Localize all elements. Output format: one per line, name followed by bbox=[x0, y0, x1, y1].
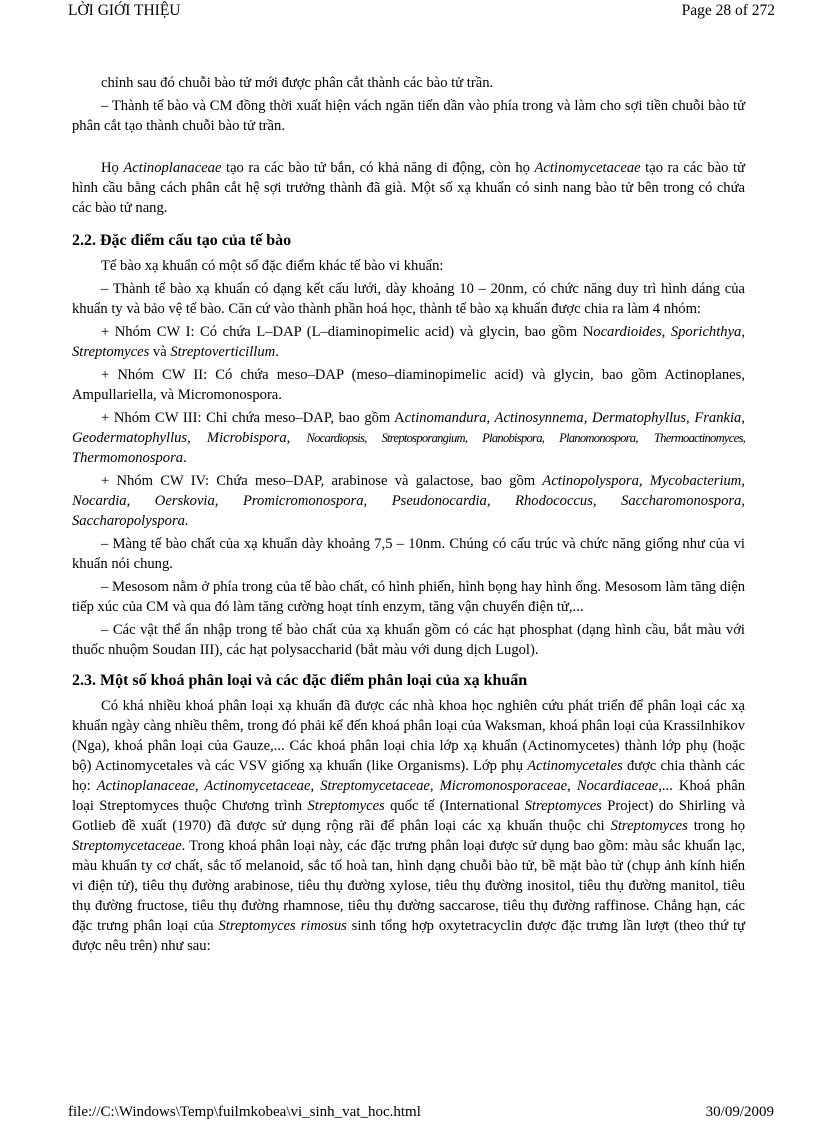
paragraph: Tế bào xạ khuẩn có một số đặc điểm khác tế bào vi khuẩn: bbox=[101, 258, 444, 274]
list-item: + Nhóm CW II: Có chứa meso–DAP (meso–diaminopimelic acid) và glycin, bao gồm Actinoplanes, Ampullariella, và Micromonospora. bbox=[72, 367, 745, 403]
paragraph: – Các vật thể ẩn nhập trong tế bào chất của xạ khuẩn gồm có các hạt phosphat (dạng hình cầu, bắt màu với thuốc nhuộm Soudan III), các hạt polysaccharid (bắt màu với dung dịch Lugol). bbox=[72, 622, 745, 658]
paragraph: Họ Actinoplanaceae tạo ra các bào tử bắn, có khả năng di động, còn họ Actinomycetaceae tạo ra các bào tử hình cầu bằng cách phân cắt hệ sợi trưởng thành đã già. Một số xạ khuẩn có sinh nang bào tử bên trong có chứa các bào tử nang. bbox=[72, 160, 745, 216]
paragraph: chỉnh sau đó chuỗi bào tử mới được phân cắt thành các bào tử trần. bbox=[101, 75, 494, 91]
document-body bbox=[72, 73, 745, 959]
print-date: 30/09/2009 bbox=[705, 1104, 774, 1120]
file-path: file://C:\Windows\Temp\fuilmkobea\vi_sinh_vat_hoc.html bbox=[68, 1104, 421, 1120]
paragraph: – Thành tế bào và CM đồng thời xuất hiện vách ngăn tiến dần vào phía trong và làm cho sợi tiền chuỗi bào tử phân cắt tạo thành chuỗi bào tử trần. bbox=[72, 98, 745, 134]
section-heading: 2.2. Đặc điểm cấu tạo của tế bào bbox=[72, 232, 292, 249]
paragraph: Có khá nhiều khoá phân loại xạ khuẩn đã được các nhà khoa học nghiên cứu phát triển để phân loại các xạ khuẩn ngày càng nhiều thêm, trong đó phải kể đến khoá phân loại của Waksman, khoá phân loại của Krassilnhikov (Nga), khoá phân loại của Gauze,... Các khoá phân loại chia lớp xạ khuẩn (Actinomycetes) thành lớp phụ (hoặc bộ) Actinomycetales và các VSV giống xạ khuẩn (like Organisms). Lớp phụ Actinomycetales được chia thành các họ: Actinoplanaceae, Actinomycetaceae, Streptomycetaceae, Micromonosporaceae, Nocardiaceae,... Khoá phân loại Streptomyces thuộc Chương trình Streptomyces quốc tế (International Streptomyces Project) do Shirling và Gotlieb đề xuất (1970) đã được sử dụng rộng rãi để phân loại các xạ khuẩn thuộc chi Streptomyces trong họ Streptomycetaceae. Trong khoá phân loại này, các đặc trưng phân loại được sử dụng bao gồm: màu sắc khuẩn lạc, màu khuẩn ty cơ chất, sắc tố melanoid, sắc tố hoà tan, hình dạng chuỗi bào tử, bề mặt bào tử (chụp ảnh kính hiển vi điện tử), tiêu thụ đường arabinose, tiêu thụ đường xylose, tiêu thụ đường inositol, tiêu thụ đường manitol, tiêu thụ đường fructose, tiêu thụ đường rhamnose, tiêu thụ đường saccarose, tiêu thụ đường raffinose. Chẳng hạn, các đặc trưng phân loại của Streptomyces rimosus sinh tổng hợp oxytetracyclin được đặc trưng lần lượt (theo thứ tự được nêu trên) như sau: bbox=[72, 698, 746, 954]
page-indicator: Page 28 of 272 bbox=[681, 2, 775, 19]
header-title: LỜI GIỚI THIỆU bbox=[68, 2, 181, 19]
paragraph: – Thành tế bào xạ khuẩn có dạng kết cấu lưới, dày khoảng 10 – 20nm, có chức năng duy trì hình dáng của khuẩn ty và bảo vệ tế bào. Căn cứ vào thành phần hoá học, thành tế bào xạ khuẩn được chia ra làm 4 nhóm: bbox=[72, 281, 745, 317]
list-item: + Nhóm CW IV: Chứa meso–DAP, arabinose và galactose, bao gồm Actinopolyspora, Mycobacterium, Nocardia, Oerskovia, Promicromonospora, Pseudonocardia, Rhodococcus, Saccharomonospora, Saccharopolyspora. bbox=[72, 473, 745, 529]
list-item: + Nhóm CW I: Có chứa L–DAP (L–diaminopimelic acid) và glycin, bao gồm Nocardioides, Sporichthya, Streptomyces và Streptoverticillum. bbox=[72, 324, 745, 360]
paragraph: – Mesosom nằm ở phía trong của tế bào chất, có hình phiến, hình bọng hay hình ống. Mesosom làm tăng diện tiếp xúc của CM và qua đó làm tăng cường hoạt tính enzym, tăng vận chuyển điện tử,... bbox=[72, 579, 745, 615]
section-heading: 2.3. Một số khoá phân loại và các đặc điểm phân loại của xạ khuẩn bbox=[72, 672, 528, 689]
list-item: + Nhóm CW III: Chỉ chứa meso–DAP, bao gồm Actinomandura, Actinosynnema, Dermatophyllus, Frankia, Geodermatophyllus, Microbispora, Nocardiopsis, Streptosporangium, Planobispora, Planomonospora, Thermoactinomyces, Thermomonospora. bbox=[72, 410, 745, 466]
paragraph: – Màng tế bào chất của xạ khuẩn dày khoảng 7,5 – 10nm. Chúng có cấu trúc và chức năng giống như của vi khuẩn nói chung. bbox=[72, 536, 745, 572]
